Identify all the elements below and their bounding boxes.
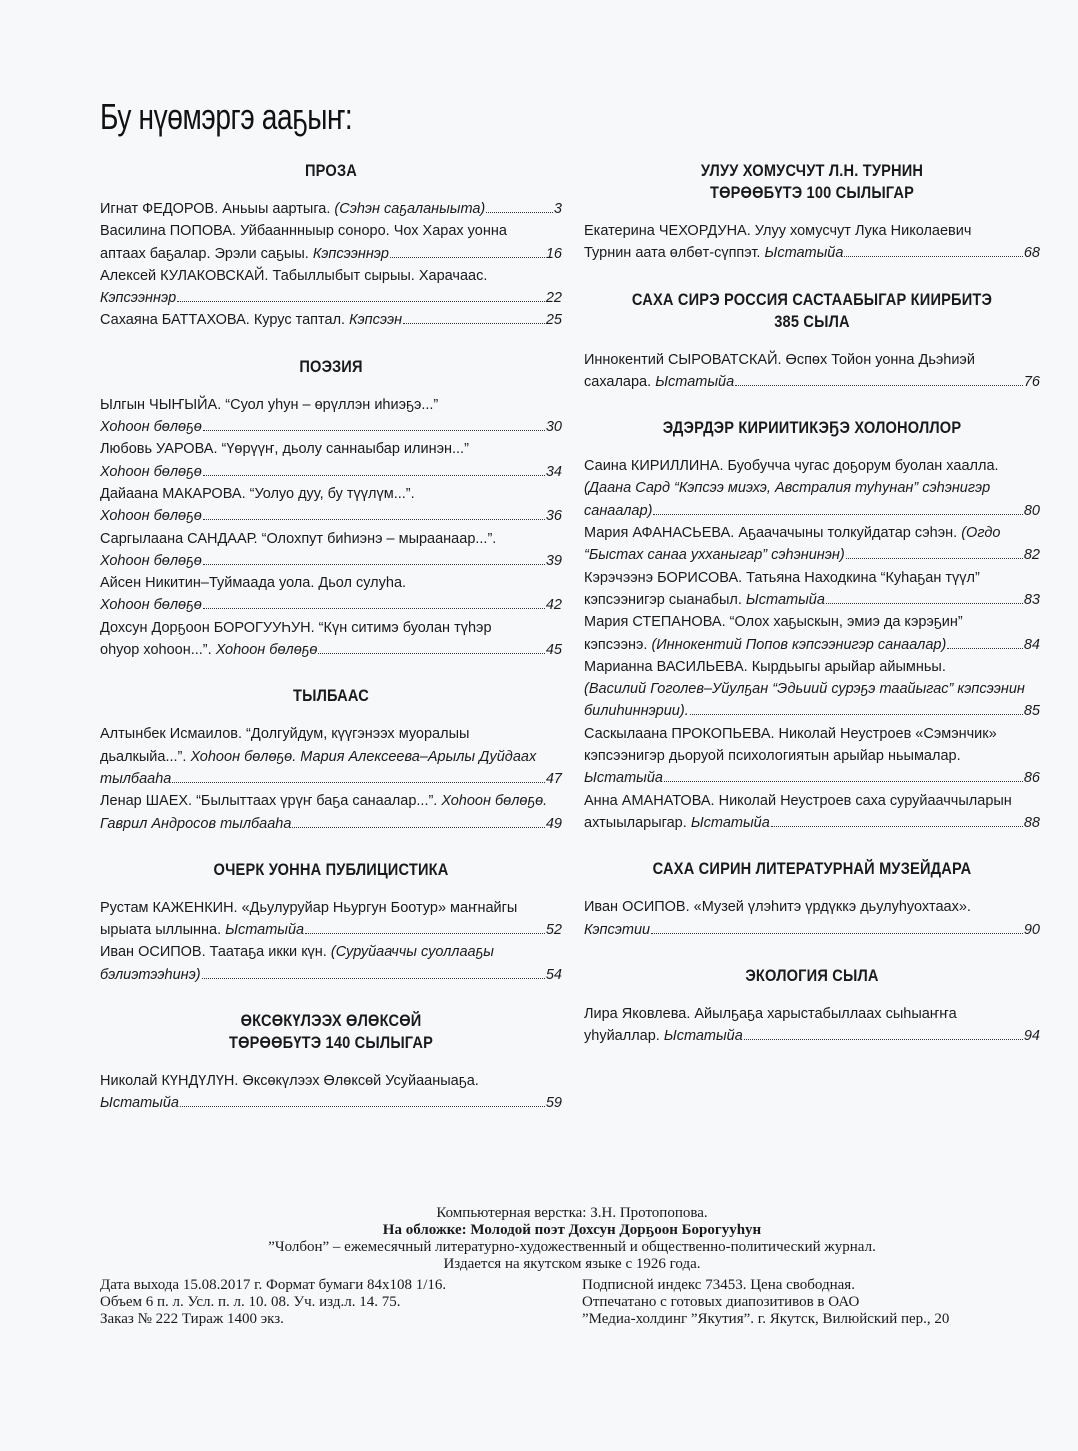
contents-right-column <box>584 160 1040 1071</box>
page-number: 49 <box>545 815 562 832</box>
section-title <box>132 859 529 881</box>
entry-line: Мария АФАНАСЬЕВА. Аҕаачачыны толкуйдатар сэһэн. (Огдо <box>584 525 1001 542</box>
print-details-left <box>100 1277 582 1328</box>
print-line: Дата выхода 15.08.2017 г. Формат бумаги 84х108 1/16. <box>100 1277 447 1293</box>
toc-entry-last-line <box>100 287 562 309</box>
entry-text <box>100 768 171 790</box>
toc-entry <box>584 896 1040 941</box>
journal-since: Издается на якутском языке с 1926 года. <box>443 1256 701 1272</box>
toc-entry <box>100 790 562 835</box>
entry-genre: “Быстах санаа ухханыгар” сэһэнинэн) <box>584 547 845 564</box>
entry-text <box>584 371 734 393</box>
journal-about: ”Чолбон” – ежемесячный литературно-художественный и общественно-политический журнал. <box>268 1239 876 1255</box>
page-number: 76 <box>1023 373 1040 390</box>
dot-leader <box>203 430 545 431</box>
entry-line: Дохсун Дорҕоон БОРОГУУҺУН. “Күн ситимэ буолан түһэр <box>100 619 492 636</box>
dot-leader <box>180 1106 545 1107</box>
toc-entry <box>100 483 562 528</box>
section-title <box>132 1010 529 1054</box>
dot-leader <box>844 256 1022 257</box>
toc-entry <box>100 897 562 942</box>
entry-genre: (Сэһэн саҕаланыыта) <box>334 201 486 217</box>
toc-entry-last-line <box>100 550 562 572</box>
toc-entry <box>100 198 562 220</box>
entry-text <box>584 589 825 611</box>
contents-section <box>584 289 1040 394</box>
entry-line: Айсен Никитин–Туймаада уола. Дьол сулуһа. <box>100 575 407 592</box>
entry-line: Саргылаана САНДААР. “Олохпут биһиэнэ – мыраанаар...”. <box>100 530 497 547</box>
entry-genre: Ыстатыйа <box>225 922 305 939</box>
entry-text-plain: оһуор хоһоон...”. <box>100 642 216 659</box>
toc-entry-last-line <box>100 309 562 331</box>
entry-text-plain: Сахаяна БАТТАХОВА. Курус таптал. <box>100 312 350 329</box>
entry-line: Марианна ВАСИЛЬЕВА. Кырдьыгы арыйар айымньы. <box>584 658 946 675</box>
toc-entry-last-line <box>100 964 562 986</box>
section-title <box>132 160 529 182</box>
entry-line: Иннокентий СЫРОВАТСКАЙ. Өспөх Тойон уонна Дьэһиэй <box>584 351 975 368</box>
toc-entry <box>584 455 1040 522</box>
entry-text <box>100 461 202 483</box>
section-title <box>616 417 1008 439</box>
entry-line: Алтынбек Исмаилов. “Долгуйдум, күүгэнээх муоралыы <box>100 726 470 743</box>
entry-text-plain: уһуйаллар. <box>584 1028 664 1045</box>
toc-entry <box>584 790 1040 835</box>
section-title-line: САХА СИРИН ЛИТЕРАТУРНАЙ МУЗЕЙДАРА <box>652 859 972 879</box>
dot-leader <box>403 323 545 324</box>
entry-line: Ылгын ЧЫҤЫЙА. “Суол уһун – өрүллэн иһиэҕэ...” <box>100 396 439 413</box>
entry-genre: Гаврил Андросов тылбааһа <box>100 815 292 832</box>
page-number: 90 <box>1023 921 1040 938</box>
section-title-line: УЛУУ ХОМУСЧУТ Л.Н. ТУРНИН <box>700 161 924 180</box>
entry-text <box>100 287 176 309</box>
section-title <box>616 160 1008 204</box>
dot-leader <box>305 933 545 934</box>
imprint-footer <box>100 1205 1044 1328</box>
entry-text-plain: ахтыыларыгар. <box>584 814 691 831</box>
page-number: 68 <box>1023 245 1040 262</box>
entry-genre: Хоһоон бөлөҕө <box>100 463 202 480</box>
toc-entry <box>584 567 1040 612</box>
dot-leader <box>947 648 1023 649</box>
entry-line: Мария СТЕПАНОВА. “Олох хаҕыскын, эмиэ да кэрэҕин” <box>584 614 963 631</box>
entry-genre: билиһиннэрии). <box>584 703 689 720</box>
toc-entry-last-line <box>584 544 1040 566</box>
entry-text-plain: Турнин аата өлбөт-сүппэт. <box>584 245 765 262</box>
toc-entry <box>100 220 562 265</box>
dot-leader <box>771 826 1023 827</box>
toc-entry-last-line <box>584 1025 1040 1047</box>
print-details-right <box>582 1277 1044 1328</box>
toc-entry-last-line <box>100 919 562 941</box>
entry-text <box>100 964 201 986</box>
toc-entry <box>100 528 562 573</box>
toc-entry <box>100 438 562 483</box>
entry-text <box>100 919 304 941</box>
entry-text <box>584 500 652 522</box>
contents-section <box>584 160 1040 265</box>
dot-leader <box>203 519 545 520</box>
entry-text <box>100 198 485 220</box>
page-number: 42 <box>545 597 562 614</box>
entry-genre: Ыстатыйа <box>663 1028 743 1045</box>
page-number: 84 <box>1023 636 1040 653</box>
section-title <box>616 289 1008 333</box>
dot-leader <box>744 1039 1023 1040</box>
section-title-line: ТЫЛБААС <box>293 686 369 706</box>
page-number: 54 <box>545 966 562 983</box>
contents-left-column <box>100 160 562 1139</box>
entry-genre: Хоһоон бөлөҕө <box>100 508 202 525</box>
toc-entry <box>584 611 1040 656</box>
entry-genre: Хоһоон бөлөҕө <box>100 552 202 569</box>
toc-entry <box>584 349 1040 394</box>
section-title-line: ПОЭЗИЯ <box>299 356 363 376</box>
contents-section <box>584 858 1040 941</box>
page-number: 3 <box>553 201 562 217</box>
dot-leader <box>690 714 1023 715</box>
page-number: 25 <box>545 312 562 329</box>
entry-line: (Даана Сард “Кэпсээ миэхэ, Австралия туһунан” сэһэнигэр <box>584 480 991 497</box>
toc-entry-last-line <box>584 589 1040 611</box>
dot-leader <box>826 603 1023 604</box>
entry-text <box>100 416 202 438</box>
section-title <box>616 965 1008 987</box>
dot-leader <box>664 781 1023 782</box>
contents-section <box>100 859 562 986</box>
entry-text <box>100 505 202 527</box>
section-title <box>132 356 529 378</box>
dot-leader <box>390 257 545 258</box>
section-title-line: ЭКОЛОГИЯ СЫЛА <box>745 965 879 985</box>
section-title <box>132 685 529 707</box>
section-title <box>616 858 1008 880</box>
section-title-line: ӨКСӨКҮЛЭЭХ ӨЛӨКСӨЙ <box>240 1011 422 1031</box>
page-number: 59 <box>545 1095 562 1112</box>
entry-genre: Кэпсээн <box>349 312 403 329</box>
entry-genre: Хоһоон бөлөҕө <box>215 642 318 659</box>
entry-text <box>584 767 663 789</box>
print-line: Подписной индекс 73453. Цена свободная. <box>582 1277 855 1293</box>
section-title-line: ОЧЕРК УОННА ПУБЛИЦИСТИКА <box>213 859 449 879</box>
toc-entry-last-line <box>100 243 562 265</box>
entry-line: Саскылаана ПРОКОПЬЕВА. Николай Неустроев «Сэмэнчик» <box>584 725 997 742</box>
toc-entry <box>584 1003 1040 1048</box>
toc-entry-last-line <box>100 416 562 438</box>
entry-line: Рустам КАЖЕНКИН. «Дьулуруйар Ньургун Боотур» маҥнайгы <box>100 899 518 916</box>
dot-leader <box>203 608 545 609</box>
entry-genre: Ыстатыйа <box>100 1095 179 1112</box>
entry-line: Иван ОСИПОВ. Таатаҕа икки күн. (Суруйааччы суоллааҕы <box>100 944 494 961</box>
toc-entry-last-line <box>584 242 1040 264</box>
entry-genre: Ыстатыйа <box>655 373 735 390</box>
page-number: 22 <box>545 290 562 307</box>
entry-text <box>100 550 202 572</box>
page-number: 80 <box>1023 502 1040 519</box>
entry-line: Ленар ШАЕХ. “Былыттаах үрүҥ баҕа санаалар...”. Хоһоон бөлөҕө. <box>100 793 548 810</box>
contents-section <box>100 685 562 834</box>
toc-entry-last-line <box>584 371 1040 393</box>
entry-line: Любовь УАРОВА. “Үөрүүҥ, дьолу саннаыбар илинэн...” <box>100 441 469 458</box>
entry-text-plain: Игнат ФЕДОРОВ. Аньыы аартыга. <box>100 201 335 217</box>
page-number: 36 <box>545 508 562 525</box>
entry-text-plain: аптаах баҕалар. Эрэли саҕыы. <box>100 245 313 262</box>
toc-entry <box>100 572 562 617</box>
entry-genre: Кэпсээннэр <box>312 245 389 262</box>
section-title-line: 385 СЫЛА <box>774 311 850 331</box>
entry-line: Дайаана МАКАРОВА. “Уолуо дуу, бу түүлүм...”. <box>100 485 415 502</box>
print-line: Объем 6 п. л. Усл. п. л. 10. 08. Уч. изд.л. 14. 75. <box>100 1294 401 1310</box>
dot-leader <box>292 827 544 828</box>
cover-credit: На обложке: Молодой поэт Дохсун Дорҕоон Борогууһун <box>382 1222 762 1238</box>
entry-text <box>100 639 317 661</box>
dot-leader <box>486 212 553 213</box>
contents-section <box>100 356 562 662</box>
toc-entry-last-line <box>100 505 562 527</box>
dot-leader <box>177 301 545 302</box>
entry-text-plain: кэпсээнигэр сыанабыл. <box>584 591 746 608</box>
entry-genre: (Иннокентий Попов кэпсээнигэр санаалар) <box>651 636 947 653</box>
entry-line: Алексей КУЛАКОВСКАЙ. Табыллыбыт сырыы. Харачаас. <box>100 267 488 284</box>
page-number: 34 <box>545 463 562 480</box>
entry-text <box>100 243 389 265</box>
dot-leader <box>172 782 545 783</box>
toc-entry-last-line <box>100 1092 562 1114</box>
page-number: 45 <box>545 642 562 659</box>
toc-entry <box>100 723 562 790</box>
entry-text-plain: кэпсээнэ. <box>584 636 652 653</box>
toc-entry-last-line <box>100 594 562 616</box>
page-number: 30 <box>545 419 562 436</box>
entry-line: Анна АМАНАТОВА. Николай Неустроев саха суруйааччыларын <box>584 792 1012 809</box>
section-title-line: ПРОЗА <box>304 161 358 180</box>
toc-entry <box>100 394 562 439</box>
dot-leader <box>203 564 545 565</box>
section-title-line: ЭДЭРДЭР КИРИИТИКЭҔЭ ХОЛОНОЛЛОР <box>662 418 962 438</box>
toc-entry-last-line <box>100 639 562 661</box>
page-title: Бу нүөмэргэ ааҕыҥ: <box>100 96 353 137</box>
entry-line: (Василий Гоголев–Уйулҕан “Эдьиий сурэҕэ таайыгас” кэпсээнин <box>584 681 1025 698</box>
entry-text <box>100 1092 179 1114</box>
layout-credit: Компьютерная верстка: З.Н. Протопопова. <box>436 1205 708 1221</box>
print-line: Заказ № 222 Тираж 1400 экз. <box>100 1311 284 1327</box>
entry-text <box>100 309 402 331</box>
toc-entry <box>584 656 1040 723</box>
toc-entry-last-line <box>100 461 562 483</box>
dot-leader <box>846 558 1023 559</box>
print-line: ”Медиа-холдинг ”Якутия”. г. Якутск, Вилюйский пер., 20 <box>582 1311 950 1327</box>
dot-leader <box>318 653 544 654</box>
entry-line: Иван ОСИПОВ. «Музей үлэһитэ үрдүккэ дьулуһуохтаах». <box>584 899 971 916</box>
page-number: 83 <box>1023 591 1040 608</box>
entry-genre: бэлиэтээһинэ) <box>100 966 201 983</box>
toc-entry <box>100 265 562 310</box>
entry-line: кэпсээнигэр дьоруой психологиятын арыйар ньымалар. <box>584 748 961 765</box>
toc-entry-last-line <box>100 813 562 835</box>
entry-text <box>584 544 845 566</box>
entry-genre: Кэпсэтии <box>584 921 651 938</box>
toc-entry-last-line <box>100 768 562 790</box>
entry-genre: Кэпсээннэр <box>100 290 177 307</box>
contents-section <box>100 1010 562 1115</box>
toc-entry <box>100 941 562 986</box>
toc-entry <box>100 617 562 662</box>
page-number: 39 <box>545 552 562 569</box>
contents-section <box>584 417 1040 834</box>
section-title-line: ТӨРӨӨБҮТЭ 100 СЫЛЫГАР <box>709 183 915 202</box>
toc-entry-last-line <box>584 767 1040 789</box>
entry-line: Василина ПОПОВА. Уйбааннныыр соноро. Чох Харах уонна <box>100 223 507 240</box>
toc-entry-last-line <box>584 919 1040 941</box>
toc-entry-last-line <box>584 700 1040 722</box>
entry-genre: тылбааһа <box>100 770 172 787</box>
entry-genre: санаалар) <box>584 502 653 519</box>
entry-text <box>100 813 291 835</box>
page-number: 16 <box>545 245 562 262</box>
print-line: Отпечатано с готовых диапозитивов в ОАО <box>582 1294 860 1310</box>
entry-line: Саина КИРИЛЛИНА. Буобучча чугас доҕорум буолан хаалла. <box>584 458 999 475</box>
entry-genre: Хоһоон бөлөҕө <box>100 597 202 614</box>
entry-text <box>584 812 770 834</box>
toc-entry-last-line <box>584 812 1040 834</box>
entry-text <box>584 700 689 722</box>
entry-text <box>584 242 843 264</box>
entry-text-plain: сахалара. <box>584 373 656 390</box>
toc-entry <box>100 309 562 331</box>
page-number: 88 <box>1023 814 1040 831</box>
page-number: 47 <box>545 770 562 787</box>
entry-text <box>584 1025 743 1047</box>
page-number: 94 <box>1023 1028 1040 1045</box>
page-number: 82 <box>1023 547 1040 564</box>
page-number: 85 <box>1023 703 1040 720</box>
dot-leader <box>202 978 545 979</box>
page-number: 52 <box>545 922 562 939</box>
entry-text-plain: ырыата ыллынна. <box>100 922 226 939</box>
section-title-line: ТӨРӨӨБҮТЭ 140 СЫЛЫГАР <box>228 1033 434 1053</box>
entry-line: Лира Яковлева. Айылҕаҕа харыстабыллаах сыһыаҥҥа <box>584 1005 957 1022</box>
entry-text <box>584 919 650 941</box>
page-number: 86 <box>1023 770 1040 787</box>
toc-entry <box>584 723 1040 790</box>
entry-genre: Ыстатыйа <box>690 814 770 831</box>
entry-line: Николай КҮНДҮЛҮН. Өксөкүлээх Өлөксөй Усуйааныаҕа. <box>100 1073 479 1090</box>
dot-leader <box>735 385 1023 386</box>
section-title-line: САХА СИРЭ РОССИЯ САСТААБЫГАР КИИРБИТЭ <box>631 289 993 309</box>
toc-entry <box>100 1070 562 1115</box>
contents-section <box>584 965 1040 1048</box>
dot-leader <box>653 514 1022 515</box>
entry-line: Кэрэчээнэ БОРИСОВА. Татьяна Находкина “Куһаҕан түүл” <box>584 569 980 586</box>
dot-leader <box>651 933 1023 934</box>
entry-line: дьалкыйа...”. Хоһоон бөлөҕө. Мария Алексеева–Арылы Дуйдаах <box>100 748 537 765</box>
toc-entry-last-line <box>100 198 562 220</box>
entry-genre: Ыстатыйа <box>764 245 844 262</box>
dot-leader <box>203 475 545 476</box>
toc-entry <box>584 522 1040 567</box>
toc-entry-last-line <box>584 634 1040 656</box>
toc-entry-last-line <box>584 500 1040 522</box>
entry-genre: Хоһоон бөлөҕө <box>100 419 202 436</box>
entry-line: Екатерина ЧЕХОРДУНА. Улуу хомусчут Лука Николаевич <box>584 223 972 239</box>
toc-entry <box>584 220 1040 265</box>
entry-genre: Ыстатыйа <box>745 591 825 608</box>
entry-text <box>100 594 202 616</box>
contents-section <box>100 160 562 332</box>
entry-genre: Ыстатыйа <box>584 770 663 787</box>
entry-text <box>584 634 946 656</box>
